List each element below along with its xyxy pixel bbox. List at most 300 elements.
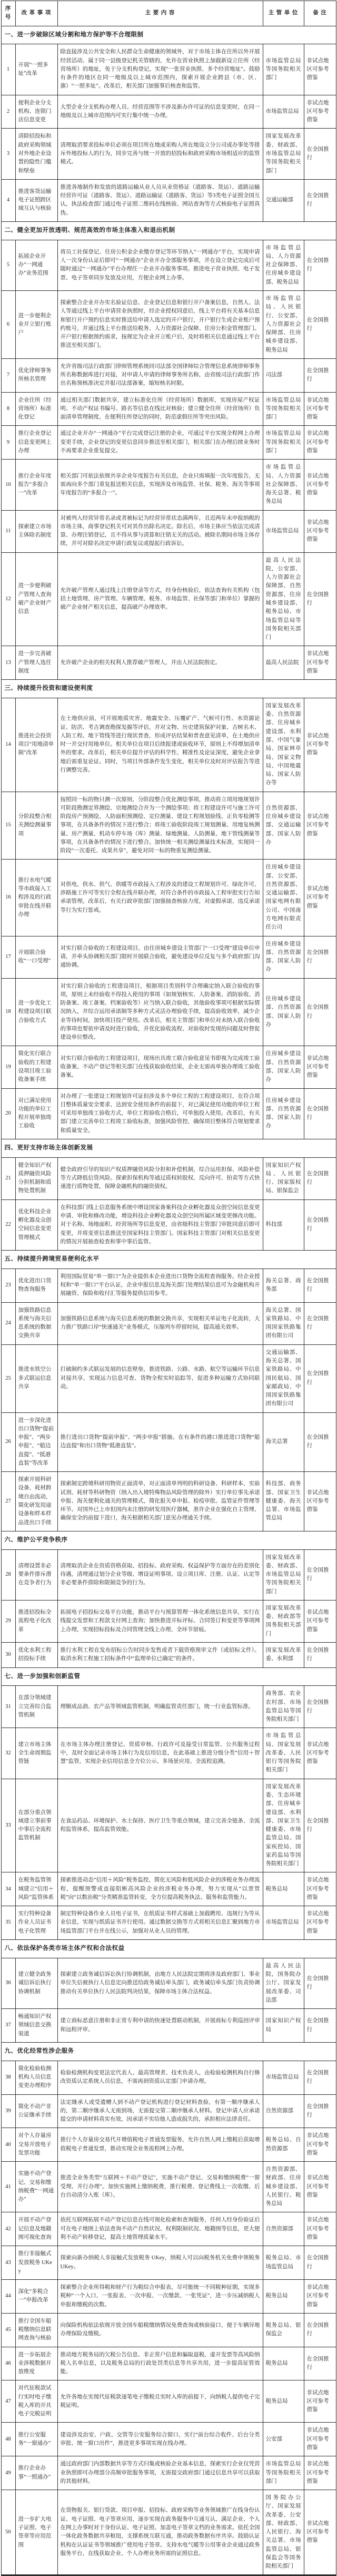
- row-number-cell: 33: [1, 1779, 15, 1872]
- remarks-cell: 非试点地区可参考借鉴: [304, 95, 336, 129]
- table-row: [1, 2009, 336, 2043]
- main-content-cell: 制定特种设备作业人员电子证书，在纸质证书样式基础上加载聘用、违规行为等从业信息，实现与纸质证书并行使用。通过数据交换等方式将相关信息汇聚到地方市场监管部门平台并在线公示，加强对从业人员的管理。: [57, 1906, 263, 1940]
- table-row: [1, 2162, 336, 2212]
- main-content-cell: 法定继承人或受遗赠人到不动产登记机构进行登记材料查验，有第一顺序继承人的，第二顺序继承人无需到场，无需提交第二顺序继承人材料。登记申请人应承诺提交的申请材料真实有效，因承诺不实给他人造成损失的，承担相应法律责任。: [57, 2094, 263, 2128]
- reform-item-cell: 在部分领域建立完善综合监管机制: [15, 1686, 57, 1728]
- table-row: [1, 392, 336, 426]
- responsible-unit-cell: 海关总署: [263, 1412, 304, 1472]
- reform-item-cell: 优化科技企业孵化器及众创空间信息变更管理模式: [15, 1199, 57, 1250]
- section-header-row: [1, 1531, 336, 1549]
- row-number-cell: 21: [1, 1157, 15, 1199]
- responsible-unit-cell: 市场监管总局、人力资源社会保障部、住房城乡建设部、税务总局: [263, 240, 304, 290]
- table-row: [1, 1302, 336, 1344]
- row-number-cell: 48: [1, 2423, 15, 2456]
- row-number-cell: 29: [1, 1600, 15, 1642]
- remarks-cell: 非试点地区可参考借鉴: [304, 2456, 336, 2490]
- responsible-unit-cell: 国家发展改革委、财政部、市场监管总局等国务院相关部门: [263, 1549, 304, 1600]
- row-number-cell: 45: [1, 2313, 15, 2347]
- section-title: 二、健全更加开放透明、规范高效的市场主体准入和退出机制: [1, 221, 336, 240]
- responsible-unit-cell: 商务部、农业农村部、市场监管总局等国务院相关部门: [263, 1686, 304, 1728]
- section-header-row: [1, 1939, 336, 1958]
- responsible-unit-cell: 交通运输部: [263, 179, 304, 221]
- remarks-cell: 非试点地区可参考借鉴: [304, 1046, 336, 1088]
- remarks-cell: 非试点地区可参考借鉴: [304, 792, 336, 860]
- remarks-cell: 非试点地区可参考借鉴: [304, 44, 336, 95]
- table-row: [1, 646, 336, 680]
- responsible-unit-cell: 市场监管总局、国家发展改革委、人民银行等国务院相关部门: [263, 1728, 304, 1779]
- main-content-cell: 建立商标恶意注册和非正常专利申请的快速处置联动机制，开展商标专利巡回评审和远程评审。: [57, 2009, 263, 2043]
- row-number-cell: 39: [1, 2094, 15, 2128]
- table-row: [1, 1412, 336, 1472]
- reform-item-cell: 探索开展科研设备、耗材跨境自由流动，简化研发用途设备和样本样品进出口手续: [15, 1472, 57, 1531]
- section-header-row: [1, 680, 336, 698]
- remarks-cell: 非试点地区可参考借鉴: [304, 2162, 336, 2212]
- row-number-cell: 43: [1, 2246, 15, 2280]
- responsible-unit-cell: 海关总署、商务部: [263, 1269, 304, 1302]
- header-no: 序号: [1, 1, 15, 26]
- row-number-cell: 3: [1, 129, 15, 179]
- row-number-cell: 40: [1, 2128, 15, 2162]
- remarks-cell: 非试点地区可参考借鉴: [304, 2490, 336, 2575]
- reform-item-cell: 进一步深化进出口货物“提前申报”、“两步申报”、“船边直提”、“抵港直装”等改革: [15, 1412, 57, 1472]
- main-content-cell: 在市场主体办理注册登记、资质审核、行政许可及接受日常监管、公共服务过程中，及时全面记录市场主体行为及信用信息，在此基础上推进分级分类“信用＋智慧”监管，实现企业信用信息全方位公示、多场景应用、全流程追溯。: [57, 1728, 263, 1779]
- row-number-cell: 22: [1, 1199, 15, 1250]
- table-row: [1, 44, 336, 95]
- main-content-cell: 推行水利工程在发布招标公告时同步发售或者下载资格预审文件（或招标文件）。取消水利工程施工招标条件中“监理单位已确定”的条件。: [57, 1642, 263, 1667]
- main-content-cell: 通过政府部门内部数据共享等方式归集或核验企业基本信息，探索实行企业仅凭营业执照即可办理部分高频审批服务事项，无需提交政府部门通过信息共享可以获取的其他材料。: [57, 2456, 263, 2490]
- table-row: [1, 426, 336, 460]
- responsible-unit-cell: 国家发展改革委、财政部、市场监管总局等国务院相关部门: [263, 129, 304, 179]
- section-title: 一、进一步破除区域分割和地方保护等不合理限制: [1, 26, 336, 44]
- main-content-cell: 检验检测机构变更法定代表人、最高管理者、技术负责人，由检验检测机构自行修改资质认定系统人员信息，不需再到资质认定部门申请办理。: [57, 2061, 263, 2094]
- table-row: [1, 2490, 336, 2575]
- row-number-cell: 17: [1, 936, 15, 978]
- table-row: [1, 2128, 336, 2162]
- section-title: 六、维护公平竞争秩序: [1, 1531, 336, 1549]
- table-row: [1, 1088, 336, 1139]
- main-content-cell: 对被列入经营异常名录或者被标记为经营异常状态满两年，且近两年未申报纳税的市场主体，商事登记机关可对其作出除名决定。除名后，市场主体应当依法完成清算、办理注销登记，且不得从事与清算和注销无关的活动。被除名期间市场主体存续，并可对除名决定申请行政复议或提起行政诉讼。: [57, 510, 263, 552]
- responsible-unit-cell: 科技部、商务部、国家卫生健康委、海关总署、市场监管总局: [263, 1472, 304, 1531]
- main-content-cell: 探索制定跨境科研用物资正面清单，对正面清单列明的科研设备、科研样本、实验试剂、耗材等科研物资（纳入出入境特殊物品风险管理的除外）实行单位事先承诺申报、海关便利化通关的管理模式，简化报关单申报、检疫审批、监管证件管理等环节。对国外已上市但国内未注册的研发用医疗器械，准许企业在强化自主管理、确保安全的前提下进口，海关根据相关部门意见办理通关手续。: [57, 1472, 263, 1531]
- responsible-unit-cell: 市场监管总局等国务院相关部门: [263, 392, 304, 426]
- main-content-cell: 推进全业务类型“互联网＋不动产登记”，实施不动产登记、交易和缴纳税费“一窗受理、并行办理”。加快实施网上缴纳税费，推行税费、登记费线上一次收缴、后台自动清分入账（库）。: [57, 2162, 263, 2212]
- reform-item-cell: 探索建立市场主体除名制度: [15, 510, 57, 552]
- table-row: [1, 1199, 336, 1250]
- remarks-cell: 非试点地区可参考借鉴: [304, 2423, 336, 2456]
- reform-item-cell: 实行特种设备作业人员证书电子化管理: [15, 1906, 57, 1940]
- reform-item-cell: 对已满足使用功能的单位工程开展单独竣工验收: [15, 1088, 57, 1139]
- responsible-unit-cell: 住房城乡建设部、公安部、自然资源部、交通运输部、国家电网有限公司、中国南方电网有限责任公司: [263, 860, 304, 936]
- main-content-cell: 依托互联网拓展不动产登记信息在线可视化检索和查询服务，任何人经身份验证后可在电子地图上依法查询不动产自然状况、权利限制状况、地籍图等信息，更大便利不动产转移登记，提高土地管理质量水平。: [57, 2212, 263, 2246]
- main-content-cell: 允许各地在实现代征税款逐笔电子缴税且实时入库的前提下，向纳税人提供电子完税证明。: [57, 2380, 263, 2423]
- main-content-cell: 推动地方税务局的欠税公告信息、非正常户信息和骗取退税、虚开发票等高风险纳税人名单信息，以及税务总局的行政处罚类信息等共享共用，进一步提高征管效能。: [57, 2347, 263, 2380]
- main-content-cell: 允许破产管理人通过线上注册登录等方式，经身份核验后，依法查询有关机构（包括土地管理、房产管理、车辆管理、税务、市场监管、社保等部门和单位）掌握的破产企业财产相关信息，提高破产办理效率。: [57, 552, 263, 646]
- main-content-cell: 允许省级司法行政部门律师管理系统同司法部全国律师综合管理信息系统律师事务所名称数据库进行对接，对申请人申请的律师事务所名称，由省级司法行政部门作出名称预核准决定并报司法部备案，缩短核名时限。: [57, 358, 263, 392]
- row-number-cell: 5: [1, 240, 15, 290]
- main-content-cell: 相关部门可依法依规共享企业年度报告有关信息，企业只需填报一次年度报告，无需再向多个部门重复报送相关信息，实现涉及市场监管、社保、税务、海关等事项年度报告的“多报合一”。: [57, 460, 263, 510]
- row-number-cell: 35: [1, 1906, 15, 1940]
- reform-item-cell: 开展联合验收“一口受理”: [15, 936, 57, 978]
- main-content-cell: 建设涉及治安、户政、交管等公安服务综合窗口，实行“前台综合收件、后台分类审批、统一窗口出件”，推进更多事项实现在线办理。: [57, 2423, 263, 2456]
- row-number-cell: 24: [1, 1302, 15, 1344]
- table-row: [1, 1600, 336, 1642]
- remarks-cell: 在全国推行: [304, 1779, 336, 1872]
- row-number-cell: 12: [1, 552, 15, 646]
- table-row: [1, 1549, 336, 1600]
- table-row: [1, 2313, 336, 2347]
- reform-item-cell: 推进客货运输电子证照跨区域互认与核验: [15, 179, 57, 221]
- main-content-cell: 通过企业开办“一网通办”平台完成登记注册的企业，可通过平台实现全程网上办理变更手续，企业登记的变更信息同步推送至相关部门，相关部门在办理后续业务时不再要求企业重复提交。: [57, 426, 263, 460]
- reform-item-cell: 进一步便利破产管理人查询破产企业财产信息: [15, 552, 57, 646]
- reform-item-cell: 优化进出口货物查询服务: [15, 1269, 57, 1302]
- table-row: [1, 2423, 336, 2456]
- remarks-cell: 在全国推行: [304, 1344, 336, 1412]
- remarks-cell: 在全国推行: [304, 936, 336, 978]
- main-content-cell: 对办理了一张建设工程规划许可证但涉及多个单位工程的工程建设项目，在符合项目整体质量安全要求、达到安全使用条件的前提下，对已满足使用功能的单位工程可采用单独竣工验收方式，单位工程验收合格后，可单独投入使用。改革后，有关部门建立完善单位工程竣工验收标准，加强风险管控，确保项目整体符合规划要求和质量安全。: [57, 1088, 263, 1139]
- reform-item-cell: 推进社会投资项目“用地清单制”改革: [15, 698, 57, 792]
- responsible-unit-cell: 市场监管总局、人民银行、公安部、人力资源社会保障部、住房城乡建设部、税务总局: [263, 291, 304, 359]
- row-number-cell: 30: [1, 1642, 15, 1667]
- reform-item-cell: 进一步完善破产管理人选任制度: [15, 646, 57, 680]
- responsible-unit-cell: 住房城乡建设部、自然资源部、国家人防办: [263, 1088, 304, 1139]
- responsible-unit-cell: 交通运输部、海关总署、国家铁路局、中国民航局、国家邮政局、中国国家铁路集团有限公司: [263, 1344, 304, 1412]
- row-number-cell: 13: [1, 646, 15, 680]
- main-content-cell: 将员工社保登记、住房公积金企业缴存登记等环节纳入“一网通办”平台，实现申请人一次身份认证后即可“一网通办”企业开办全部服务事项，并在设立登记完成后可随时通过“一网通办”平台办理任一企业开办服务事项。推进电子营业执照、电子发票、电子签章同步发放及应用，方便企业网上办事。: [57, 240, 263, 290]
- header-responsible-unit: 主 管 单 位: [263, 1, 304, 26]
- responsible-unit-cell: 住房城乡建设部、自然资源部、国家人防办: [263, 1046, 304, 1088]
- table-row: [1, 358, 336, 392]
- responsible-unit-cell: 最高人民法院，国务院办公厅、国家发展改革委、司法部: [263, 1958, 304, 2008]
- table-row: [1, 1906, 336, 1940]
- row-number-cell: 10: [1, 460, 15, 510]
- responsible-unit-cell: 市场监管总局: [263, 510, 304, 552]
- remarks-cell: 在全国推行: [304, 2094, 336, 2128]
- remarks-cell: 在全国推行: [304, 1302, 336, 1344]
- reform-item-cell: 开展“一照多址”改革: [15, 44, 57, 95]
- row-number-cell: 8: [1, 392, 15, 426]
- responsible-unit-cell: 自然资源部: [263, 2094, 304, 2128]
- main-content-cell: 推进各地制作和发放的道路运输从业人员从业资格证（道路客、货运）、道路运输经营许可证（道路客、货运）、道路运输证（道路客、货运）等3类电子证照全国互认，执法检查部门通过电子证照二维码在线核验、网站查询等方式核验电子证照真伪。: [57, 179, 263, 221]
- responsible-unit-cell: 税务总局: [263, 2347, 304, 2380]
- table-row: [1, 1157, 336, 1199]
- remarks-cell: 在全国推行: [304, 2009, 336, 2043]
- remarks-cell: 在全国推行: [304, 179, 336, 221]
- remarks-cell: 在全国推行: [304, 240, 336, 290]
- row-number-cell: 19: [1, 1046, 15, 1088]
- table-header-row: [1, 1, 336, 26]
- reform-item-cell: 建立市场主体全生命周期监管链: [15, 1728, 57, 1779]
- table-row: [1, 1642, 336, 1667]
- table-row: [1, 1046, 336, 1088]
- remarks-cell: 非试点地区可参考借鉴: [304, 2280, 336, 2314]
- table-row: [1, 179, 336, 221]
- section-header-row: [1, 1667, 336, 1686]
- main-content-cell: 探索整合企业所得税和财产行为税综合申报表，尽可能统一不同税种征期，实现多税种“一个入口、一张报表、一次申报、一次缴款、一张凭证”，进一步压减纳税人申报和缴税的次数。: [57, 2280, 263, 2314]
- row-number-cell: 36: [1, 1958, 15, 2008]
- row-number-cell: 6: [1, 291, 15, 359]
- main-content-cell: 向保险机构依法依规开放全国车船税缴纳情况免费查询或核验接口，便于车辆异地办理保险及缴税。: [57, 2313, 263, 2347]
- table-row: [1, 460, 336, 510]
- main-content-cell: 加强铁路信息系统与海关信息系统的数据交换共享，实现相关单证电子化流转，大力推广铁路口岸“快速通关”业务模式，压缩列车停留时间，提高通关效率。: [57, 1302, 263, 1344]
- responsible-unit-cell: 住房城乡建设部、自然资源部、国家人防办: [263, 978, 304, 1046]
- responsible-unit-cell: 市场监管总局等国务院相关部门: [263, 2456, 304, 2490]
- remarks-cell: 在全国推行: [304, 1686, 336, 1728]
- reform-item-cell: 实施不动产登记、交易和缴纳税费“一网通办”: [15, 2162, 57, 2212]
- header-reform-item: 改 革 事 项: [15, 1, 57, 26]
- main-content-cell: 拓展电子招投标交易平台功能，推动平台与预算管理一体化系统信息共享，实行在线提交发票和工程款支付网上查询；加快推进开标评标、合同签订和变更等事项网上办理，实现招标投标及合同管理全线上办理、全环节留痕。: [57, 1600, 263, 1642]
- responsible-unit-cell: 国家发展改革委、财政部等国务院相关部门: [263, 1600, 304, 1642]
- main-content-cell: 在货物报关、银行贷款、项目申报、招投标、政府采购等业务领域推广在线身份认证、电子证照、电子签章应用，逐步实现在政务服务中互通互认，满足企业、个人在网上办事时对于身份认证、电子证照、加盖电子签章文档的业务需求。依托全国一体化政务数据共享枢纽，支撑系统互联互通，推动政务数据有序共享。鼓励认证机构在认证证书等领域推广使用电子签章。支持水电气暖等公用事业企业通过政务服务平台，在线获取企业、个人办理业务所需的证照信息。: [57, 2490, 263, 2575]
- main-content-cell: 推行个人存量房交易代开增值税电子普通发票服务，允许自然人网上缴税后获取增值税电子普通发票，推动实现全业务流程网上办理。: [57, 2128, 263, 2162]
- remarks-cell: 非试点地区可参考借鉴: [304, 2212, 336, 2246]
- main-content-cell: 通过相关部门数据共享，建立标准化住所（经营场所）数据库，实现房屋产权证明、不动产权证书编号、路名等信息在线比对核验；建立健全住所（经营场所）负面清单管理制度，在便利住所登记的同时，防范虚假住所等突出风险。: [57, 392, 263, 426]
- table-row: [1, 1472, 336, 1531]
- remarks-cell: 在全国推行: [304, 2246, 336, 2280]
- main-content-cell: 探索向新办纳税人非接触式发放税务 UKey，纳税人可以向税务机关免费申领税务 UKey。: [57, 2246, 263, 2280]
- reform-item-cell: 企业住所（经营场所）标准化登记: [15, 392, 57, 426]
- row-number-cell: 16: [1, 860, 15, 936]
- reform-item-cell: 简化不动产非公证继承手续: [15, 2094, 57, 2128]
- responsible-unit-cell: 市场监管总局、人力资源社会保障部、海关总署、税务总局: [263, 460, 304, 510]
- remarks-cell: 非试点地区可参考借鉴: [304, 860, 336, 936]
- remarks-cell: 在全国推行: [304, 1549, 336, 1600]
- responsible-unit-cell: 税务总局: [263, 1872, 304, 1906]
- responsible-unit-cell: 国务院办公厅、国家发展改革委、公安部、财政部、人民银行、海关总署、市场监管总局、银保监会等国务院相关部门: [263, 2490, 304, 2575]
- section-title: 九、优化经常性涉企服务: [1, 2042, 336, 2061]
- table-row: [1, 2212, 336, 2246]
- remarks-cell: 非试点地区可参考借鉴: [304, 392, 336, 426]
- main-content-cell: 清理取消要求投标单位必须在项目所在地或采购人所在地设立分公司或办事处等排斥外地投标人的行为，同步完善与统一开放的招投标和政府采购市场相适应的监管模式。: [57, 129, 263, 179]
- reform-item-cell: 推行水电气暖等市政接入工程涉及的行政审批在线并联办理: [15, 860, 57, 936]
- row-number-cell: 1: [1, 44, 15, 95]
- responsible-unit-cell: 国家发展改革委、水利部: [263, 1642, 304, 1667]
- reform-item-cell: 推行企业登记信息变更网上办理: [15, 426, 57, 460]
- reform-item-cell: 进一步扩大电子证照、电子签章等应用范围: [15, 2490, 57, 2575]
- responsible-unit-cell: 住房城乡建设部、自然资源部、国家人防办: [263, 936, 304, 978]
- table-row: [1, 1269, 336, 1302]
- responsible-unit-cell: 自然资源部、财政部、住房城乡建设部、人民银行、税务总局: [263, 2162, 304, 2212]
- reform-item-cell: 加强铁路信息系统与海关信息系统的数据交换共享: [15, 1302, 57, 1344]
- reform-item-cell: 进一步拓展企业涉税数据开放维度: [15, 2347, 57, 2380]
- reform-item-cell: 开展不动产登记信息及地籍图可视化查询: [15, 2212, 57, 2246]
- section-title: 三、持续提升投资和建设便利度: [1, 680, 336, 698]
- reform-item-cell: 清理设置非必要条件排斥潜在竞争者行为: [15, 1549, 57, 1600]
- section-header-row: [1, 26, 336, 44]
- table-row: [1, 1728, 336, 1779]
- main-content-cell: 除直接涉及公共安全和人民群众生命健康的领域外，对于市场主体在住所以外开展经营活动、属于同一县级登记机关管辖的，允许在营业执照上加载新设立住所（经营场所）的地址，免于分支机构登记，实现“一张营业执照、多个经营地址”。鼓励有条件的地区在同一地级及以上城市范围内，探索开展企业跨县（市、区、旗）“一照多址”。改革后，相关部门加强事后核查和监管。: [57, 44, 263, 95]
- row-number-cell: 41: [1, 2162, 15, 2212]
- responsible-unit-cell: 国家发展改革委、自然资源部、住房城乡建设部、水利部、中国气象局、国家林草局、国家文物局、中国地震局、国家人防办等: [263, 698, 304, 792]
- header-main-content: 主 要 内 容: [57, 1, 263, 26]
- row-number-cell: 37: [1, 2009, 15, 2043]
- section-title: 八、依法保护各类市场主体产权和合法权益: [1, 1939, 336, 1958]
- reform-item-cell: 便利企业分支机构、连锁门店信息变更: [15, 95, 57, 129]
- table-row: [1, 1779, 336, 1872]
- reform-item-cell: 简化检验检测机构人员信息变更办理程序: [15, 2061, 57, 2094]
- reform-item-cell: 推行企业办事“一照通办”: [15, 2456, 57, 2490]
- reform-item-cell: 在税务监管领域建立“信用＋风险”监管体系: [15, 1872, 57, 1906]
- remarks-cell: 非试点地区可参考借鉴: [304, 510, 336, 552]
- responsible-unit-cell: 税务总局、自然资源部: [263, 2128, 304, 2162]
- responsible-unit-cell: 自然资源部、住房城乡建设部、交通运输部、国家人防办: [263, 792, 304, 860]
- main-content-cell: 在食品药品、环境保护、水土保持、医疗卫生等重点领域，建立完善全链条、全流程监管体系，提高监管效能。: [57, 1779, 263, 1872]
- section-title: 五、持续提升跨境贸易便利化水平: [1, 1251, 336, 1269]
- reform-item-cell: 畅通知识产权领域信息交换渠道: [15, 2009, 57, 2043]
- main-content-cell: 对实行联合验收的工程建设项目，由住房城乡建设主管部门“一口受理”建设单位申请，并牵头协调相关部门限时开展联合验收，避免建设单位反复与多个政府部门沟通协调。: [57, 936, 263, 978]
- row-number-cell: 46: [1, 2347, 15, 2380]
- row-number-cell: 27: [1, 1472, 15, 1531]
- reform-item-cell: 健全知识产权质押融资风险分担机制和质物处置机制: [15, 1157, 57, 1199]
- table-row: [1, 1958, 336, 2008]
- table-row: [1, 2347, 336, 2380]
- reform-item-cell: 简化实行联合验收的工程建设项目竣工验收备案手续: [15, 1046, 57, 1088]
- row-number-cell: 38: [1, 2061, 15, 2094]
- responsible-unit-cell: 市场监管总局等国务院相关部门: [263, 44, 304, 95]
- reform-item-cell: 清除招投标和政府采购领域对外地企业设置的隐性门槛和壁垒: [15, 129, 57, 179]
- responsible-unit-cell: 税务总局、市场监管总局: [263, 2246, 304, 2280]
- remarks-cell: 非试点地区可参考借鉴: [304, 1872, 336, 1906]
- row-number-cell: 49: [1, 2456, 15, 2490]
- row-number-cell: 20: [1, 1088, 15, 1139]
- reform-item-cell: 进一步便利企业开立银行账户: [15, 291, 57, 359]
- main-content-cell: 探索整合企业开办实名验证信息、企业登记信息和银行开户备案信息，自然人、法人等通过线上平台申请营业执照时，经企业授权同意后，线上平台将有关基本信息和银行开户预约信息实时推送给申请人选定的开户银行，开户银行生成企业账户预约账号，并通过线上平台推送给税务、人力资源社会保障、住房公积金管理部门。开户银行根据预约需求，按规定为企业开立账户后，及时将相关信息通过线上平台推送至相关部门。: [57, 291, 263, 359]
- remarks-cell: 非试点地区可参考借鉴: [304, 1472, 336, 1531]
- table-row: [1, 95, 336, 129]
- table-row: [1, 936, 336, 978]
- responsible-unit-cell: 国家知识产权局、人民银行、国家版权局、银保监会: [263, 1157, 304, 1199]
- main-content-cell: 在科技部门线上信息服务系统中增设国家备案科技企业孵化器及众创空间信息变更申请、审批和修改功能，增设科技企业孵化器及众创空间所属区域变更修改功能。对于名称、场地面积、经营场所等信息变更，由省级科技主管部门审批同意后即可变更，并将变更信息推送至国家科技主管部门。国家科技主管部门对相关信息变更的情况开展抽查检查和事中事后监管。: [57, 1199, 263, 1250]
- row-number-cell: 25: [1, 1344, 15, 1412]
- row-number-cell: 32: [1, 1728, 15, 1779]
- remarks-cell: 在全国推行: [304, 1412, 336, 1472]
- main-content-cell: 大型企业分支机构办理人员、经营范围等不涉及新办许可证的信息变更时，在同一地级及以上城市范围内可实行集中统一办理。: [57, 95, 263, 129]
- remarks-cell: 在全国推行: [304, 1269, 336, 1302]
- main-content-cell: 允许破产企业的相关权利人推荐破产管理人，并由人民法院指定。: [57, 646, 263, 680]
- table-row: [1, 1686, 336, 1728]
- reform-item-cell: 分阶段整合相关测绘测量事项: [15, 792, 57, 860]
- responsible-unit-cell: 科技部: [263, 1199, 304, 1250]
- section-header-row: [1, 2042, 336, 2061]
- main-content-cell: 利用国际贸易“单一窗口”为企业提供本企业进出口货物全流程查询服务。经企业授权和“单一窗口”平台认证，企业申报信息及海关部门处理结果信息可为金融机构开展融资、保险和收付汇等服务提供信用参考。: [57, 1269, 263, 1302]
- remarks-cell: 非试点地区可参考借鉴: [304, 646, 336, 680]
- row-number-cell: 15: [1, 792, 15, 860]
- table-row: [1, 291, 336, 359]
- remarks-cell: 在全国推行: [304, 129, 336, 179]
- remarks-cell: 非试点地区可参考借鉴: [304, 698, 336, 792]
- remarks-cell: 在全国推行: [304, 2061, 336, 2094]
- reform-item-cell: 推进招投标全流程电子化改革: [15, 1600, 57, 1642]
- responsible-unit-cell: 税务总局: [263, 2280, 304, 2314]
- responsible-unit-cell: 最高人民法院: [263, 646, 304, 680]
- main-content-cell: 健全政府引导的知识产权质押融资风险分担和补偿机制，综合运用担保、风险补偿等方式降低信贷风险。探索担保机构等通过质权转股权、反向许可、拍卖等方式快速进行质物处置，保障金融机构的融资债权。: [57, 1157, 263, 1199]
- main-content-cell: 对供电、供水、供气、供暖等市政接入工程涉及的建设工程规划许可、绿化许可、涉路施工许可等实行全程在线并联办理，对符合条件的市政接入工程审批实行告知承诺管理。改革后，有关行政审批部门加强抽查核验力度，对虚假承诺、违反承诺等行为实行惩戒。: [57, 860, 263, 936]
- remarks-cell: 在全国推行: [304, 552, 336, 646]
- section-title: 七、进一步加强和创新监管: [1, 1667, 336, 1686]
- main-content-cell: 对实行联合验收的工程建设项目，根据项目类别科学合理确定纳入联合验收的事项，原则上未经验收不得投入使用的事项（如规划核实、人防备案、消防验收、消防备案、竣工备案、档案验收等）应当纳入联合验收，其他验收事项可根据实际情况纳入，并综合运用承诺制等多种方式灵活办理验收手续，提高验收效率，减少企业等待时间，加快项目投产使用。改革后，相关主管部门和单位对未纳入联合验收的事项也要依申请及时进行验收，并优化验收流程，对验收时发现的问题及时督促建设单位整改。: [57, 978, 263, 1046]
- remarks-cell: 非试点地区可参考借鉴: [304, 426, 336, 460]
- reform-item-cell: 对个人存量房交易开放电子发票功能: [15, 2128, 57, 2162]
- remarks-cell: 在全国推行: [304, 291, 336, 359]
- remarks-cell: 非试点地区可参考借鉴: [304, 1906, 336, 1940]
- reform-item-cell: 推行企业年度报告“多报合一”改革: [15, 460, 57, 510]
- row-number-cell: 23: [1, 1269, 15, 1302]
- row-number-cell: 2: [1, 95, 15, 129]
- responsible-unit-cell: 公安部: [263, 2423, 304, 2456]
- reform-item-cell: 推行全国车船税缴纳信息联网查询与核验: [15, 2313, 57, 2347]
- section-header-row: [1, 221, 336, 240]
- table-row: [1, 792, 336, 860]
- remarks-cell: 非试点地区可参考借鉴: [304, 460, 336, 510]
- row-number-cell: 31: [1, 1686, 15, 1728]
- row-number-cell: 14: [1, 698, 15, 792]
- table-row: [1, 2380, 336, 2423]
- row-number-cell: 47: [1, 2380, 15, 2423]
- table-row: [1, 2246, 336, 2280]
- responsible-unit-cell: 司法部: [263, 358, 304, 392]
- remarks-cell: 在全国推行: [304, 1157, 336, 1199]
- row-number-cell: 4: [1, 179, 15, 221]
- table-row: [1, 2061, 336, 2094]
- main-content-cell: 打破制约多式联运发展的信息壁垒，推进铁路、公路、水路、航空等运输环节信息对接共享，实现运力信息可查、货物全程实时追踪等，促进多种运输方式协同联动。: [57, 1344, 263, 1412]
- row-number-cell: 11: [1, 510, 15, 552]
- remarks-cell: 非试点地区可参考借鉴: [304, 2128, 336, 2162]
- table-row: [1, 240, 336, 290]
- reform-item-cell: 推进水铁空公多式联运信息共享: [15, 1344, 57, 1412]
- main-content-cell: 清理取消企业在资质资格获取、招投标、政府采购、权益保护等方面存在的差别化待遇，清理通过划分企业等级、增设证明事项、设立项目库、注册、认证、认定等非必要条件排除和限制竞争的行为。: [57, 1549, 263, 1600]
- responsible-unit-cell: 海关总署、国家铁路局、中国国家铁路集团有限公司: [263, 1302, 304, 1344]
- remarks-cell: 在全国推行: [304, 358, 336, 392]
- row-number-cell: 7: [1, 358, 15, 392]
- remarks-cell: 非试点地区可参考借鉴: [304, 1600, 336, 1642]
- table-row: [1, 2280, 336, 2314]
- responsible-unit-cell: 国家知识产权局: [263, 2009, 304, 2043]
- table-row: [1, 860, 336, 936]
- reform-item-cell: 优化律师事务所核名管理: [15, 358, 57, 392]
- main-content-cell: 理顺成品油、农产品等领域监管机制，明确监管责任部门，统一行业监管标准。: [57, 1686, 263, 1728]
- table-row: [1, 552, 336, 646]
- table-row: [1, 2456, 336, 2490]
- reform-item-cell: 进一步优化工程建设项目联合验收方式: [15, 978, 57, 1046]
- reform-item-cell: 推行非接触式发放税务 UKey: [15, 2246, 57, 2280]
- remarks-cell: 非试点地区可参考借鉴: [304, 2380, 336, 2423]
- responsible-unit-cell: 市场监管总局: [263, 95, 304, 129]
- header-remarks: 备 注: [304, 1, 336, 26]
- remarks-cell: 在全国推行: [304, 1088, 336, 1139]
- remarks-cell: 在全国推行: [304, 978, 336, 1046]
- reform-item-cell: 建立健全政务诚信诉讼执行协调机制: [15, 1958, 57, 2008]
- responsible-unit-cell: 国家发展改革委、生态环境部、住房城乡建设部、水利部、国家卫生健康委、市场监管总局、国家疾控局、国家药监局等国务院相关部门: [263, 1779, 304, 1872]
- table-row: [1, 698, 336, 792]
- reform-item-cell: 深化“多税合一”申报改革: [15, 2280, 57, 2314]
- responsible-unit-cell: 税务总局: [263, 2380, 304, 2423]
- responsible-unit-cell: 市场监管总局等国务院相关部门: [263, 426, 304, 460]
- row-number-cell: 28: [1, 1549, 15, 1600]
- row-number-cell: 18: [1, 978, 15, 1046]
- section-header-row: [1, 1251, 336, 1269]
- remarks-cell: 在全国推行: [304, 2313, 336, 2347]
- row-number-cell: 34: [1, 1872, 15, 1906]
- responsible-unit-cell: 市场监管总局: [263, 2061, 304, 2094]
- table-row: [1, 510, 336, 552]
- remarks-cell: 非试点地区可参考借鉴: [304, 1728, 336, 1779]
- table-row: [1, 978, 336, 1046]
- reform-measures-table: [1, 1, 336, 2576]
- row-number-cell: 26: [1, 1412, 15, 1472]
- remarks-cell: 在全国推行: [304, 1958, 336, 2008]
- responsible-unit-cell: 税务总局、银保监会: [263, 2313, 304, 2347]
- table-row: [1, 1872, 336, 1906]
- table-row: [1, 129, 336, 179]
